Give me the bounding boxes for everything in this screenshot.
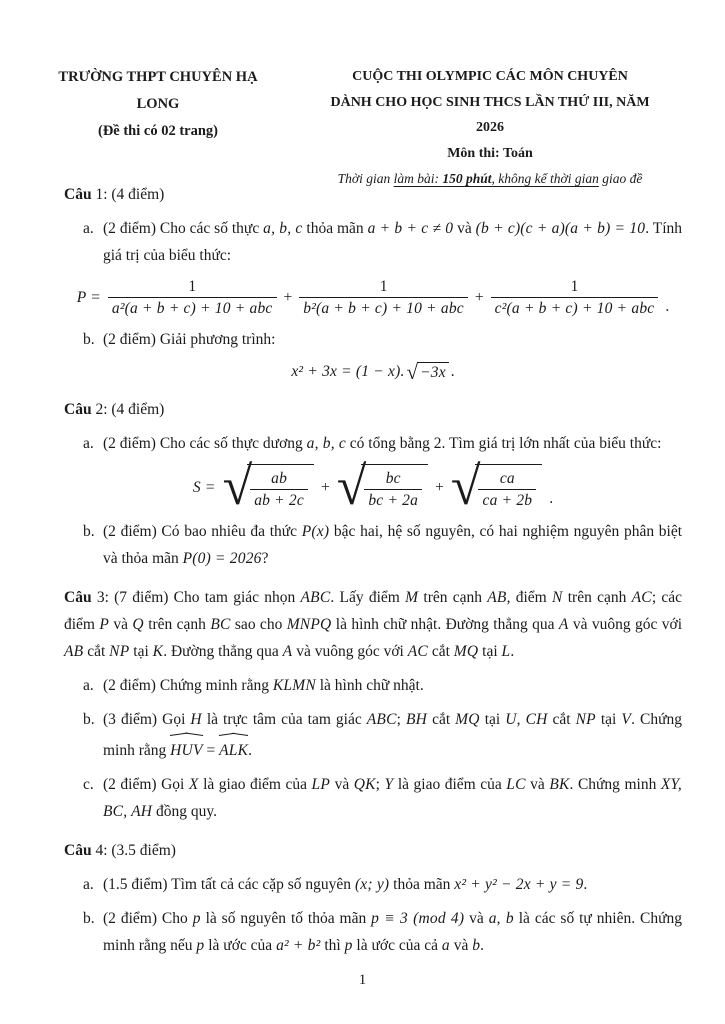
text-run: .	[248, 742, 253, 759]
fraction-numerator: bc	[385, 470, 401, 487]
text-run: và	[464, 910, 489, 927]
text-run: giao đề	[598, 171, 643, 186]
equation-period: .	[549, 490, 554, 507]
text-run: trên cạnh	[418, 589, 488, 606]
text-run: và vuông góc với	[568, 616, 682, 633]
equation-quadratic-row	[291, 360, 454, 384]
math-run: (x; y)	[354, 876, 390, 893]
text-run: bậc hai, hệ số nguyên, có hai nghiệm nguyên phân biệt và thỏa mãn	[103, 523, 683, 567]
text-run: là ước của	[204, 937, 277, 954]
text-run: là hình chữ nhật.	[315, 677, 424, 694]
equation-P	[64, 276, 682, 319]
text-run: ;	[396, 711, 406, 728]
radical-sign: √	[406, 360, 419, 384]
fraction-denominator: c²(a + b + c) + 10 + abc	[491, 297, 659, 319]
math-run: a, b	[488, 910, 514, 927]
square-root	[336, 456, 428, 516]
math-run: HUV	[170, 733, 202, 764]
text-run: 150 phút	[442, 171, 492, 186]
text-run: là giao điểm của	[198, 776, 312, 793]
math-run: K	[152, 643, 164, 660]
item-label: c.	[83, 776, 94, 793]
q2-item-b	[64, 518, 682, 572]
item-label: a.	[83, 876, 94, 893]
text-run: Câu	[64, 186, 96, 203]
text-run: tại	[478, 643, 502, 660]
text-run: .	[583, 876, 588, 893]
q3-item-b-text	[103, 711, 682, 759]
q1-item-b-text	[103, 331, 275, 348]
page-number: 1	[358, 972, 367, 988]
math-run: AC	[631, 589, 652, 606]
text-run: . Lấy điểm	[330, 589, 406, 606]
q2-item-a-text	[103, 435, 661, 452]
fraction-numerator: ca	[499, 470, 515, 487]
fraction-denominator: ca + 2b	[478, 489, 536, 511]
fraction-numerator: 1	[379, 278, 388, 295]
text-run: thỏa mãn	[302, 220, 368, 237]
square-root	[407, 362, 449, 382]
item-label: a.	[83, 435, 94, 452]
equation-period: .	[450, 363, 455, 380]
q4-heading	[64, 837, 682, 864]
math-run: p	[344, 937, 353, 954]
text-run: cắt	[83, 643, 110, 660]
item-label: b.	[83, 910, 95, 927]
radical-sign: √	[450, 456, 481, 516]
math-run: NP	[575, 711, 596, 728]
math-run: p ≡ 3 (mod 4)	[371, 910, 465, 927]
fraction	[364, 468, 422, 511]
math-run: XY, BC, AH	[103, 776, 682, 820]
text-run: .	[510, 643, 515, 660]
math-run: p	[192, 910, 201, 927]
text-run: và	[330, 776, 354, 793]
text-run: tại	[129, 643, 153, 660]
text-run: ;	[375, 776, 385, 793]
math-run: a, b, c	[306, 435, 346, 452]
math-run: ABC	[366, 711, 397, 728]
text-run: thỏa mãn	[389, 876, 455, 893]
math-run: AB	[64, 643, 84, 660]
q1-heading	[64, 181, 682, 208]
math-run: ABC	[300, 589, 331, 606]
q2-heading	[64, 396, 682, 423]
plus-operator: +	[283, 288, 293, 306]
math-run: L	[501, 643, 511, 660]
math-run: Y	[384, 776, 394, 793]
q4-item-a-text	[103, 876, 587, 893]
equation-P-row	[77, 276, 670, 319]
text-run: (2 điểm) Cho các số thực dương	[103, 435, 307, 452]
fraction-denominator: ab + 2c	[250, 489, 308, 511]
radicand: −3x	[417, 362, 449, 382]
radicand	[361, 464, 428, 511]
math-run: A	[282, 643, 293, 660]
radical-sign: √	[336, 456, 367, 516]
fraction	[491, 276, 659, 319]
text-run: và	[449, 937, 473, 954]
math-run: a² + b²	[276, 937, 321, 954]
fraction-numerator: ab	[271, 470, 288, 487]
q1-item-b	[64, 326, 682, 353]
subject-line: Môn thi: Toán	[447, 145, 533, 161]
q3-item-c-text	[103, 776, 682, 820]
pages-note	[40, 118, 276, 145]
q3-item-a	[64, 672, 682, 699]
header-left-block	[40, 64, 276, 145]
q4-item-b	[64, 905, 682, 959]
contest-title-line2: DÀNH CHO HỌC SINH THCS LẦN THỨ III, NĂM 2026	[330, 94, 650, 135]
text-run: là ước của cả	[352, 937, 442, 954]
header-right-block	[318, 64, 662, 192]
text-run: ?	[261, 550, 269, 567]
text-run: Câu	[64, 401, 96, 418]
text-run: sao cho	[230, 616, 287, 633]
q3-item-a-text	[103, 677, 424, 694]
q3-item-b	[64, 706, 682, 764]
fraction-denominator: b²(a + b + c) + 10 + abc	[299, 297, 468, 319]
q4-item-b-text	[103, 910, 682, 954]
text-run: .	[480, 937, 485, 954]
math-run: P(x)	[301, 523, 330, 540]
text-run: là giao điểm của	[393, 776, 507, 793]
item-label: b.	[83, 331, 95, 348]
math-run: (b + c)(c + a)(a + b) = 10	[475, 220, 646, 237]
text-run: Thời gian	[337, 171, 394, 186]
text-run: và	[109, 616, 133, 633]
q3-intro	[64, 584, 682, 665]
text-run: (2 điểm) Chứng minh rằng	[103, 677, 273, 694]
math-run: b	[472, 937, 481, 954]
text-run: và	[525, 776, 550, 793]
text-run: thì	[320, 937, 345, 954]
text-run: (2 điểm) Cho các số thực	[103, 220, 264, 237]
text-run: là hình chữ nhật. Đường thẳng qua	[331, 616, 559, 633]
text-run: đồng quy.	[152, 803, 218, 820]
q4-item-a	[64, 871, 682, 898]
fraction	[108, 276, 277, 319]
plus-operator: +	[474, 288, 484, 306]
text-run: . Chứng minh rằng	[103, 711, 682, 759]
text-run: (2 điểm) Có bao nhiêu đa thức	[103, 523, 302, 540]
equation-S-lhs: S =	[192, 478, 216, 496]
math-run: a + b + c ≠ 0	[367, 220, 454, 237]
contest-title-line1: CUỘC THI OLYMPIC CÁC MÔN CHUYÊN	[352, 69, 628, 84]
text-run: ; các điểm	[64, 589, 682, 633]
fraction	[250, 468, 308, 511]
equation-lhs: x² + 3x = (1 − x).	[291, 363, 405, 380]
text-run: trên cạnh	[143, 616, 211, 633]
math-run: LP	[311, 776, 331, 793]
math-run: a	[441, 937, 450, 954]
text-run: (2 điểm) Gọi	[103, 776, 189, 793]
plus-operator: +	[320, 478, 330, 496]
math-run: x² + y² − 2x + y = 9	[454, 876, 584, 893]
text-run: là trực tâm của tam giác	[201, 711, 367, 728]
text-run: =	[202, 742, 220, 759]
text-run: tại	[595, 711, 622, 728]
equation-quadratic	[64, 360, 682, 384]
plus-operator: +	[435, 478, 444, 496]
math-run: N	[551, 589, 563, 606]
text-run: cắt	[427, 711, 456, 728]
text-run: (2 điểm) Cho	[103, 910, 193, 927]
text-run: cắt	[547, 711, 576, 728]
text-run: (2 điểm) Giải phương trình:	[103, 331, 276, 348]
text-run: trang)	[175, 123, 218, 139]
text-run: 3: (7 điểm) Cho tam giác nhọn	[96, 589, 301, 606]
square-root	[450, 456, 542, 516]
math-run: H	[190, 711, 202, 728]
text-run: Câu	[64, 842, 96, 859]
math-run: CH	[525, 711, 548, 728]
item-label: b.	[83, 523, 95, 540]
fraction-denominator: a²(a + b + c) + 10 + abc	[108, 297, 277, 319]
item-label: a.	[83, 677, 94, 694]
fraction-numerator: 1	[188, 278, 197, 295]
text-run: làm bài:	[393, 171, 443, 186]
text-run: cắt	[427, 643, 454, 660]
text-run: và vuông góc với	[292, 643, 408, 660]
math-run: NP	[109, 643, 130, 660]
equation-period: .	[665, 298, 670, 315]
math-run: P	[99, 616, 110, 633]
math-run: U	[505, 711, 517, 728]
q3-item-c	[64, 771, 682, 825]
text-run: , không kể thời gian	[491, 171, 599, 186]
math-run: AB	[487, 589, 507, 606]
math-run: MQ	[455, 711, 480, 728]
math-run: a, b, c	[263, 220, 303, 237]
math-run: V	[621, 711, 632, 728]
q2-item-b-text	[103, 523, 682, 567]
text-run: . Chứng minh	[569, 776, 661, 793]
text-run: (1.5 điểm) Tìm tất cả các cặp số nguyên	[103, 876, 355, 893]
math-run: KLMN	[272, 677, 316, 694]
item-label: b.	[83, 711, 95, 728]
fraction-denominator: bc + 2a	[364, 489, 422, 511]
math-run: AC	[407, 643, 428, 660]
math-run: BK	[549, 776, 570, 793]
fraction	[299, 276, 468, 319]
math-run: ALK	[219, 733, 248, 764]
q1-item-a-text	[103, 220, 682, 264]
text-run: . Đường thẳng qua	[163, 643, 283, 660]
text-run: (3 điểm) Gọi	[103, 711, 191, 728]
math-run: P(0) = 2026	[182, 550, 262, 567]
radical-sign: √	[222, 456, 253, 516]
text-run: (Đề thi có	[97, 123, 162, 139]
text-run: là số nguyên tố thỏa mãn	[200, 910, 372, 927]
math-run: Q	[132, 616, 144, 633]
text-run: 1: (4 điểm)	[95, 186, 165, 203]
math-run: LC	[506, 776, 526, 793]
text-run: 02	[161, 123, 176, 139]
radicand	[247, 464, 314, 511]
math-run: MNPQ	[286, 616, 332, 633]
text-run: có tổng bằng 2. Tìm giá trị lớn nhất của biểu thức:	[345, 435, 662, 452]
equation-P-lhs: P =	[76, 288, 101, 306]
radicand	[475, 464, 542, 511]
square-root	[222, 456, 314, 516]
q1-item-a	[64, 215, 682, 269]
equation-S	[64, 456, 682, 516]
fraction-numerator: 1	[570, 278, 579, 295]
math-run: QK	[353, 776, 376, 793]
text-run: . Tính giá trị của biểu thức:	[103, 220, 682, 264]
q2-item-a	[64, 430, 682, 457]
text-run: Câu	[64, 589, 97, 606]
math-run: p	[196, 937, 205, 954]
math-run: BH	[405, 711, 428, 728]
fraction	[478, 468, 536, 511]
item-label: a.	[83, 220, 94, 237]
text-run: trên cạnh	[562, 589, 632, 606]
math-run: MQ	[453, 643, 479, 660]
math-run: M	[405, 589, 419, 606]
exam-body	[64, 181, 682, 959]
text-run: , điểm	[506, 589, 552, 606]
text-run: 4: (3.5 điểm)	[95, 842, 176, 859]
text-run: là các số tự nhiên. Chứng minh rằng nếu	[103, 910, 682, 954]
text-run: ,	[516, 711, 526, 728]
math-run: A	[558, 616, 569, 633]
equation-S-row	[192, 456, 554, 516]
text-run: tại	[479, 711, 506, 728]
math-run: BC	[210, 616, 231, 633]
text-run: 2: (4 điểm)	[95, 401, 165, 418]
school-name: TRƯỜNG THPT CHUYÊN HẠ LONG	[58, 69, 258, 112]
math-run: X	[188, 776, 199, 793]
text-run: và	[453, 220, 476, 237]
